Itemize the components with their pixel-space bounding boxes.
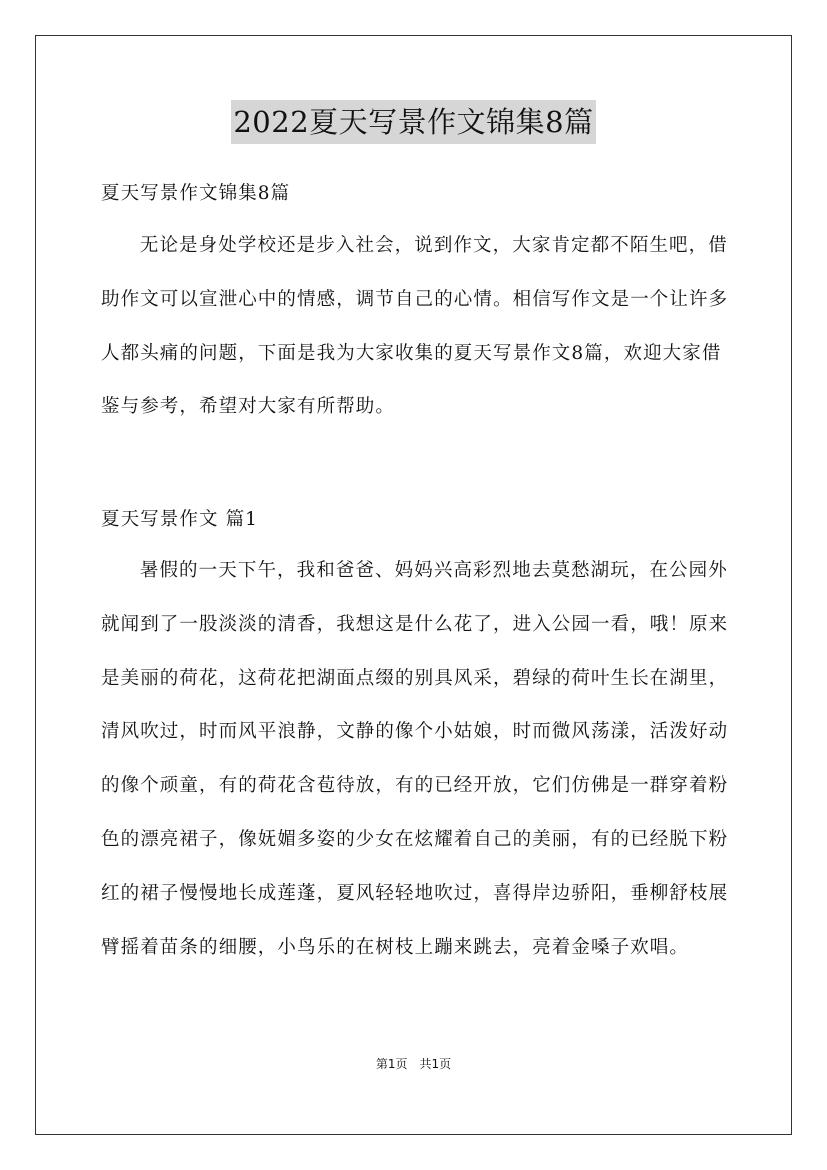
document-title-container xyxy=(0,100,827,144)
intro-paragraph: 无论是身处学校还是步入社会，说到作文，大家肯定都不陌生吧，借助作文可以宣泄心中的情感，调节自己的心情。相信写作文是一个让许多人都头痛的问题，下面是我为大家收集的夏天写景作文8篇，欢迎大家借鉴与参考，希望对大家有所帮助。 xyxy=(101,235,729,418)
section-body-1: 暑假的一天下午，我和爸爸、妈妈兴高彩烈地去莫愁湖玩，在公园外就闻到了一股淡淡的清香，我想这是什么花了，进入公园一看，哦！原来是美丽的荷花，这荷花把湖面点缀的别具风采，碧绿的荷叶生长在湖里，清风吹过，时而风平浪静，文静的像个小姑娘，时而微风荡漾，活泼好动的像个顽童，有的荷花含苞待放，有的已经开放，它们仿佛是一群穿着粉色的漂亮裙子，像妩媚多姿的少女在炫耀着自己的美丽，有的已经脱下粉红的裙子慢慢地长成莲蓬，夏风轻轻地吹过，喜得岸边骄阳，垂柳舒枝展臂摇着苗条的细腰，小鸟乐的在树枝上蹦来跳去，亮着金嗓子欢唱。 xyxy=(101,560,729,958)
page-number: 第1页 共1页 xyxy=(375,1057,452,1071)
document-title: 2022夏天写景作文锦集8篇 xyxy=(231,100,595,144)
page-footer xyxy=(0,1055,827,1072)
section-heading-1: 夏天写景作文 篇1 xyxy=(101,509,259,530)
document-subtitle: 夏天写景作文锦集8篇 xyxy=(101,183,291,204)
